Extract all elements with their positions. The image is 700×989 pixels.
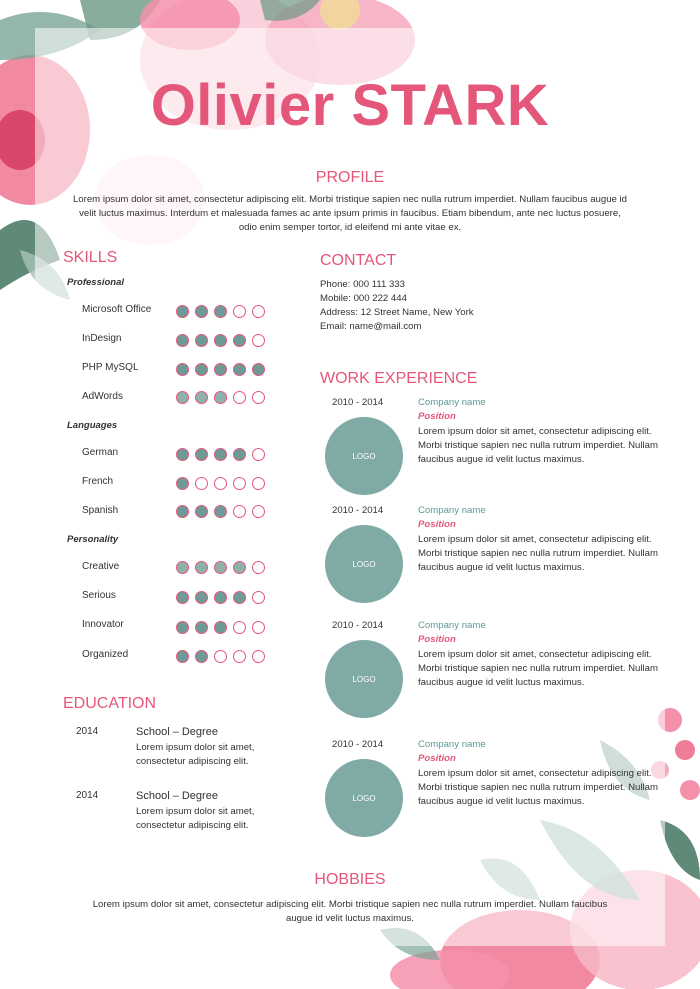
company-name: Company name — [418, 505, 486, 516]
company-logo: LOGO — [325, 417, 403, 495]
rating-dot-filled — [195, 650, 208, 663]
job-position: Position — [418, 411, 456, 422]
skills-title: SKILLS — [63, 249, 118, 266]
rating-dot-empty — [252, 448, 265, 461]
company-logo: LOGO — [325, 759, 403, 837]
job-position: Position — [418, 519, 456, 530]
rating-dot-filled — [214, 448, 227, 461]
rating-dot-filled — [214, 305, 227, 318]
skill-rating — [176, 448, 265, 461]
job-description: Lorem ipsum dolor sit amet, consectetur adipiscing elit. Morbi tristique sapien nec nulla rutrum imperdiet. Nullam faucibus augue id velit luctus maximus. — [418, 649, 658, 688]
contact-mobile: Mobile: 000 222 444 — [320, 293, 407, 304]
rating-dot-empty — [233, 505, 246, 518]
rating-dot-empty — [252, 334, 265, 347]
rating-dot-empty — [214, 650, 227, 663]
rating-dot-filled — [195, 305, 208, 318]
profile-title: PROFILE — [315, 169, 385, 186]
education-year: 2014 — [76, 790, 99, 801]
rating-dot-filled — [233, 561, 246, 574]
skill-label: Serious — [82, 590, 116, 601]
candidate-name: Olivier STARK — [150, 73, 550, 138]
rating-dot-empty — [252, 621, 265, 634]
education-description: Lorem ipsum dolor sit amet, consectetur adipiscing elit. — [136, 806, 255, 831]
rating-dot-filled — [195, 561, 208, 574]
rating-dot-filled — [214, 505, 227, 518]
company-logo: LOGO — [325, 525, 403, 603]
skill-label: French — [82, 476, 114, 487]
hobbies-title: HOBBIES — [314, 871, 386, 888]
skill-rating — [176, 305, 265, 318]
job-years: 2010 - 2014 — [332, 505, 384, 516]
job-description: Lorem ipsum dolor sit amet, consectetur adipiscing elit. Morbi tristique sapien nec nulla rutrum imperdiet. Nullam faucibus augue id velit luctus maximus. — [418, 426, 658, 465]
rating-dot-filled — [176, 561, 189, 574]
skill-label: AdWords — [82, 391, 123, 402]
skill-rating — [176, 561, 265, 574]
company-logo: LOGO — [325, 640, 403, 718]
profile-text: Lorem ipsum dolor sit amet, consectetur adipiscing elit. Morbi tristique sapien nec nulla rutrum imperdiet. Nullam faucibus augue id velit luctus maximus. Interdum et malesuada fames ac ante ipsum primis in faucibus. Etiam bibendum, ante nec luctus posuere, odio enim semper tortor, id eleifend mi ante vitae ex. — [72, 194, 628, 233]
education-year: 2014 — [76, 726, 99, 737]
rating-dot-filled — [233, 591, 246, 604]
rating-dot-filled — [233, 334, 246, 347]
skill-category-professional: Professional — [67, 277, 125, 288]
rating-dot-filled — [233, 363, 246, 376]
job-description: Lorem ipsum dolor sit amet, consectetur adipiscing elit. Morbi tristique sapien nec nulla rutrum imperdiet. Nullam faucibus augue id velit luctus maximus. — [418, 534, 658, 573]
skill-label: German — [82, 447, 119, 458]
education-degree: School – Degree — [136, 726, 218, 738]
job-years: 2010 - 2014 — [332, 620, 384, 631]
rating-dot-filled — [176, 621, 189, 634]
job-position: Position — [418, 634, 456, 645]
company-name: Company name — [418, 739, 486, 750]
skill-label: Spanish — [82, 505, 119, 516]
skill-rating — [176, 505, 265, 518]
rating-dot-empty — [233, 650, 246, 663]
rating-dot-empty — [233, 477, 246, 490]
hobbies-text: Lorem ipsum dolor sit amet, consectetur adipiscing elit. Morbi tristique sapien nec nulla rutrum imperdiet. Nullam faucibus augue id velit luctus maximus. — [92, 899, 608, 924]
skill-label: Creative — [82, 561, 120, 572]
rating-dot-empty — [214, 477, 227, 490]
skill-rating — [176, 363, 265, 376]
job-position: Position — [418, 753, 456, 764]
skill-category-languages: Languages — [67, 420, 118, 431]
contact-title: CONTACT — [320, 252, 397, 269]
rating-dot-filled — [195, 448, 208, 461]
rating-dot-filled — [214, 591, 227, 604]
rating-dot-empty — [233, 621, 246, 634]
skill-label: PHP MySQL — [82, 362, 139, 373]
skill-rating — [176, 621, 265, 634]
work-experience-title: WORK EXPERIENCE — [320, 370, 478, 387]
rating-dot-filled — [214, 391, 227, 404]
skill-rating — [176, 477, 265, 490]
education-description: Lorem ipsum dolor sit amet, consectetur adipiscing elit. — [136, 742, 255, 767]
rating-dot-empty — [252, 391, 265, 404]
rating-dot-filled — [176, 477, 189, 490]
rating-dot-filled — [176, 650, 189, 663]
job-years: 2010 - 2014 — [332, 739, 384, 750]
rating-dot-filled — [195, 334, 208, 347]
rating-dot-empty — [252, 505, 265, 518]
rating-dot-empty — [252, 650, 265, 663]
rating-dot-filled — [214, 363, 227, 376]
skill-rating — [176, 391, 265, 404]
education-title: EDUCATION — [63, 695, 157, 712]
rating-dot-filled — [176, 363, 189, 376]
contact-phone: Phone: 000 111 333 — [320, 279, 405, 290]
contact-address: Address: 12 Street Name, New York — [320, 307, 474, 318]
rating-dot-filled — [252, 363, 265, 376]
rating-dot-filled — [195, 621, 208, 634]
rating-dot-filled — [214, 334, 227, 347]
rating-dot-empty — [233, 391, 246, 404]
company-name: Company name — [418, 397, 486, 408]
skill-category-personality: Personality — [67, 534, 119, 545]
rating-dot-filled — [214, 621, 227, 634]
rating-dot-filled — [195, 391, 208, 404]
education-degree: School – Degree — [136, 790, 218, 802]
rating-dot-filled — [233, 448, 246, 461]
rating-dot-filled — [176, 591, 189, 604]
skill-rating — [176, 591, 265, 604]
rating-dot-filled — [195, 505, 208, 518]
rating-dot-empty — [195, 477, 208, 490]
rating-dot-filled — [176, 334, 189, 347]
company-name: Company name — [418, 620, 486, 631]
rating-dot-filled — [195, 363, 208, 376]
job-years: 2010 - 2014 — [332, 397, 384, 408]
rating-dot-filled — [176, 391, 189, 404]
contact-email: Email: name@mail.com — [320, 321, 422, 332]
rating-dot-filled — [176, 448, 189, 461]
rating-dot-filled — [176, 505, 189, 518]
rating-dot-filled — [176, 305, 189, 318]
skill-label: Microsoft Office — [82, 304, 152, 315]
rating-dot-empty — [252, 561, 265, 574]
rating-dot-filled — [214, 561, 227, 574]
skill-label: Organized — [82, 649, 129, 660]
skill-rating — [176, 334, 265, 347]
rating-dot-empty — [233, 305, 246, 318]
rating-dot-empty — [252, 305, 265, 318]
job-description: Lorem ipsum dolor sit amet, consectetur adipiscing elit. Morbi tristique sapien nec nulla rutrum imperdiet. Nullam faucibus augue id velit luctus maximus. — [418, 768, 658, 807]
skill-label: Innovator — [82, 619, 124, 630]
rating-dot-empty — [252, 591, 265, 604]
rating-dot-filled — [195, 591, 208, 604]
skill-rating — [176, 650, 265, 663]
rating-dot-empty — [252, 477, 265, 490]
skill-label: InDesign — [82, 333, 122, 344]
